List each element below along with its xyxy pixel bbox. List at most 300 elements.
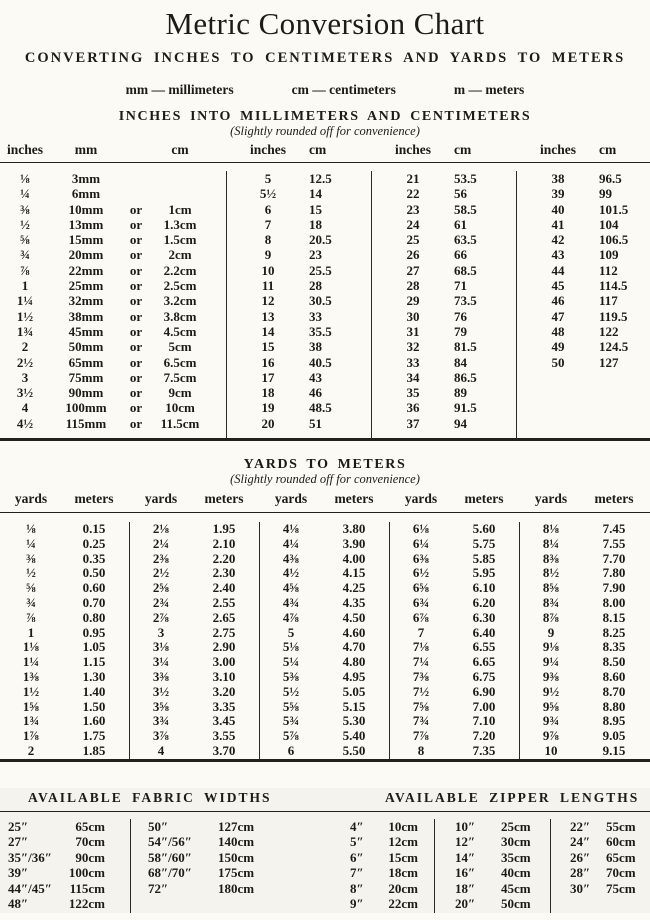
cell-meters: 5.60 <box>472 521 496 536</box>
table-row <box>0 819 130 834</box>
table-row <box>372 309 516 324</box>
cell-meters: 7.10 <box>472 713 496 729</box>
table-row <box>336 896 434 911</box>
cell-inches: ½ <box>20 216 30 232</box>
cell-meters: 6.30 <box>472 609 496 625</box>
cell-inches: 13 <box>261 308 275 324</box>
cell-yards: 3⅞ <box>152 728 170 744</box>
cell-inches: 30″ <box>570 880 591 896</box>
cell-inches: 35″/36″ <box>8 849 52 865</box>
cell-yards: 9⅞ <box>542 728 560 744</box>
cell-cm: 56 <box>454 186 467 202</box>
cell-or: or <box>129 278 143 294</box>
cell-inches: 20″ <box>455 895 476 911</box>
cell-meters: 4.15 <box>342 565 366 581</box>
cell-cm: 12.5 <box>309 171 332 186</box>
table-row <box>520 611 650 626</box>
cell-yards: 7⅜ <box>412 668 430 684</box>
inches-col-1 <box>0 171 227 438</box>
cell-meters: 5.30 <box>342 713 366 729</box>
cell-inches: 29 <box>406 293 420 309</box>
cell-cm: 109 <box>599 247 619 263</box>
cell-yards: 9 <box>547 624 555 640</box>
cell-cm: 70cm <box>75 834 105 850</box>
cell-inches: 15 <box>261 339 275 355</box>
table-row <box>390 714 519 729</box>
table-row <box>372 355 516 370</box>
yards-col-5 <box>520 522 650 759</box>
cell-cm: 38 <box>309 339 322 355</box>
cell-cm: 22cm <box>388 895 418 911</box>
table-row <box>130 744 259 759</box>
zipper-lengths-title: AVAILABLE ZIPPER LENGTHS <box>385 790 640 805</box>
cell-yards: 9⅝ <box>542 698 560 714</box>
cell-yards: 8⅛ <box>542 521 560 536</box>
cell-yards: 4¼ <box>282 535 300 551</box>
cell-meters: 2.40 <box>212 580 236 596</box>
cell-yards: 4 <box>157 742 165 758</box>
cell-cm: 63.5 <box>454 232 477 248</box>
cell-meters: 7.90 <box>602 580 626 596</box>
cell-yards: ⅜ <box>26 550 36 566</box>
table-row <box>260 552 389 567</box>
table-row <box>260 581 389 596</box>
cell-cm: 75cm <box>606 880 636 896</box>
table-row <box>372 324 516 339</box>
table-row <box>372 400 516 415</box>
cell-yards: 6⅝ <box>412 580 430 596</box>
table-row <box>551 881 650 896</box>
cell-meters: 8.80 <box>602 698 626 714</box>
table-row <box>0 552 129 567</box>
cell-yards: ⅞ <box>26 609 36 625</box>
inches-table-header <box>0 141 650 163</box>
table-row <box>227 416 371 431</box>
cell-meters: 2.30 <box>212 565 236 581</box>
cell-mm: 100mm <box>65 400 107 416</box>
inches-table <box>0 141 650 441</box>
table-row <box>130 596 259 611</box>
table-row <box>130 537 259 552</box>
cell-yards: 5⅜ <box>282 668 300 684</box>
page-title: Metric Conversion Chart <box>165 6 485 41</box>
yards-col-3 <box>260 522 390 759</box>
cell-yards: 7½ <box>412 683 430 699</box>
cell-inches: 46 <box>551 293 565 309</box>
cell-meters: 5.50 <box>342 742 366 758</box>
table-row <box>131 834 336 849</box>
col-header-meters: meters <box>74 491 114 506</box>
col-header-inches: inches <box>539 142 576 157</box>
cell-inches: 44″/45″ <box>8 880 52 896</box>
cell-cm: 1.5cm <box>163 232 197 248</box>
cell-yards: 4½ <box>282 565 300 581</box>
cell-yards: 4⅝ <box>282 580 300 596</box>
cell-inches: 7 <box>264 216 272 232</box>
cell-yards: ⅝ <box>26 580 36 596</box>
table-row <box>520 700 650 715</box>
cell-meters: 5.15 <box>342 698 366 714</box>
cell-inches: 42 <box>551 232 565 248</box>
cell-yards: 2⅜ <box>152 550 170 566</box>
cell-mm: 20mm <box>68 247 104 263</box>
cell-or: or <box>129 216 143 232</box>
cell-cm: 46 <box>309 385 322 401</box>
cell-yards: 5⅛ <box>282 639 300 655</box>
cell-cm: 79 <box>454 323 467 339</box>
cell-inches: 4½ <box>16 415 34 431</box>
table-row <box>130 566 259 581</box>
cell-cm: 1cm <box>168 201 192 217</box>
cell-inches: 50 <box>551 354 565 370</box>
cell-inches: 45 <box>551 278 565 294</box>
inches-section-note: (Slightly rounded off for convenience) <box>230 124 420 138</box>
table-row <box>372 385 516 400</box>
cell-meters: 1.95 <box>212 521 236 536</box>
cell-inches: 4 <box>21 400 29 416</box>
cell-cm: 117 <box>599 293 618 309</box>
cell-cm: 68.5 <box>454 262 477 278</box>
cell-cm: 48.5 <box>309 400 332 416</box>
table-row <box>0 714 129 729</box>
table-row <box>227 232 371 247</box>
cell-meters: 7.00 <box>472 698 496 714</box>
cell-yards: 2⅞ <box>152 609 170 625</box>
table-row <box>0 626 129 641</box>
cell-cm: 66 <box>454 247 467 263</box>
table-row <box>0 596 129 611</box>
table-row <box>260 744 389 759</box>
table-row <box>0 171 226 186</box>
table-row <box>390 566 519 581</box>
cell-yards: 5¼ <box>282 654 300 670</box>
yards-col-1 <box>0 522 130 759</box>
cell-meters: 7.55 <box>602 535 626 551</box>
table-row <box>372 339 516 354</box>
cell-cm: 76 <box>454 308 467 324</box>
yards-header-group-5 <box>520 490 650 508</box>
table-row <box>0 640 129 655</box>
cell-inches: 1 <box>21 278 29 294</box>
table-row <box>372 416 516 431</box>
cell-meters: 7.35 <box>472 742 496 758</box>
cell-or: or <box>129 323 143 339</box>
cell-yards: 7⅝ <box>412 698 430 714</box>
cell-cm: 12cm <box>388 834 418 850</box>
fabric-widths-title: AVAILABLE FABRIC WIDTHS <box>28 790 272 805</box>
cell-or: or <box>129 247 143 263</box>
cell-cm: 10cm <box>165 400 195 416</box>
cell-inches: 14 <box>261 323 275 339</box>
cell-meters: 2.75 <box>212 624 236 640</box>
table-row <box>260 729 389 744</box>
yards-section-note: (Slightly rounded off for convenience) <box>230 472 420 486</box>
cell-cm: 7.5cm <box>163 369 197 385</box>
fabric-col-2 <box>131 819 336 913</box>
table-row <box>435 881 550 896</box>
inches-header-group-4 <box>517 141 650 159</box>
table-row <box>227 339 371 354</box>
table-row <box>520 626 650 641</box>
table-row <box>260 655 389 670</box>
table-row <box>260 700 389 715</box>
cell-meters: 6.55 <box>472 639 496 655</box>
cell-yards: 8⅝ <box>542 580 560 596</box>
table-row <box>0 416 226 431</box>
cell-inches: 33 <box>406 354 420 370</box>
cell-or: or <box>129 201 143 217</box>
cell-cm: 55cm <box>606 819 636 834</box>
cell-inches: 8 <box>264 232 272 248</box>
cell-yards: 3⅝ <box>152 698 170 714</box>
cell-meters: 6.20 <box>472 594 496 610</box>
table-row <box>520 744 650 759</box>
cell-inches: 30 <box>406 308 420 324</box>
cell-cm: 175cm <box>218 865 255 881</box>
inches-col-3 <box>372 171 517 438</box>
table-row <box>0 217 226 232</box>
inches-col-2 <box>227 171 372 438</box>
cell-inches: 20 <box>261 415 275 431</box>
cell-inches: 8″ <box>350 880 364 896</box>
cell-meters: 6.40 <box>472 624 496 640</box>
cell-inches: 5½ <box>259 186 277 202</box>
cell-meters: 0.50 <box>82 565 106 581</box>
cell-cm: 18 <box>309 216 322 232</box>
table-row <box>517 355 650 370</box>
cell-mm: 6mm <box>71 186 101 202</box>
table-row <box>0 370 226 385</box>
table-row <box>435 850 550 865</box>
cell-inches: 35 <box>406 385 420 401</box>
cell-meters: 8.25 <box>602 624 626 640</box>
col-header-meters: meters <box>334 491 374 506</box>
table-row <box>520 596 650 611</box>
cell-cm: 96.5 <box>599 171 622 186</box>
cell-inches: 36 <box>406 400 420 416</box>
cell-or: or <box>129 385 143 401</box>
cell-cm: 43 <box>309 369 322 385</box>
cell-meters: 0.60 <box>82 580 106 596</box>
table-row <box>336 850 434 865</box>
table-row <box>517 247 650 262</box>
table-row <box>0 834 130 849</box>
table-row <box>435 819 550 834</box>
cell-yards: ¼ <box>26 535 36 551</box>
cell-meters: 3.35 <box>212 698 236 714</box>
cell-cm: 33 <box>309 308 322 324</box>
cell-or: or <box>129 262 143 278</box>
cell-inches: 17 <box>261 369 275 385</box>
cell-inches: 9″ <box>350 895 364 911</box>
yards-section-title: YARDS TO METERS <box>243 457 407 472</box>
cell-cm: 180cm <box>218 880 255 896</box>
cell-meters: 5.95 <box>472 565 496 581</box>
cell-cm: 70cm <box>606 865 636 881</box>
cell-meters: 8.50 <box>602 654 626 670</box>
table-row <box>372 278 516 293</box>
table-row <box>336 834 434 849</box>
cell-meters: 6.75 <box>472 668 496 684</box>
table-row <box>131 881 336 896</box>
cell-inches: 4″ <box>350 819 364 834</box>
cell-inches: 16″ <box>455 865 476 881</box>
cell-inches: 39 <box>551 186 565 202</box>
cell-yards: 9½ <box>542 683 560 699</box>
cell-yards: 1½ <box>22 683 40 699</box>
cell-cm: 99 <box>599 186 612 202</box>
table-row <box>517 263 650 278</box>
cell-meters: 2.55 <box>212 594 236 610</box>
zipper-col-2 <box>435 819 551 913</box>
table-row <box>0 202 226 217</box>
table-row <box>372 232 516 247</box>
cell-meters: 1.60 <box>82 713 106 729</box>
col-header-yards: yards <box>534 491 568 506</box>
cell-mm: 115mm <box>65 415 107 431</box>
cell-meters: 8.00 <box>602 594 626 610</box>
cell-inches: 68″/70″ <box>148 865 192 881</box>
cell-yards: 9⅜ <box>542 668 560 684</box>
cell-meters: 8.60 <box>602 668 626 684</box>
table-row <box>520 685 650 700</box>
table-row <box>0 232 226 247</box>
cell-meters: 7.70 <box>602 550 626 566</box>
table-row <box>130 611 259 626</box>
cell-yards: 7⅞ <box>412 728 430 744</box>
cell-cm: 101.5 <box>599 201 629 217</box>
cell-yards: 6⅞ <box>412 609 430 625</box>
cell-yards: 1⅛ <box>22 639 40 655</box>
table-row <box>372 202 516 217</box>
inches-section-title: INCHES INTO MILLIMETERS AND CENTIMETERS <box>118 109 532 124</box>
cell-mm: 10mm <box>68 201 104 217</box>
table-row <box>390 685 519 700</box>
cell-meters: 1.50 <box>82 698 106 714</box>
table-row <box>260 670 389 685</box>
table-row <box>390 700 519 715</box>
cell-meters: 0.95 <box>82 624 106 640</box>
cell-inches: 26 <box>406 247 420 263</box>
table-row <box>520 581 650 596</box>
cell-yards: 6¾ <box>412 594 430 610</box>
cell-cm: 124.5 <box>599 339 629 355</box>
cell-meters: 1.15 <box>82 654 106 670</box>
cell-cm: 65cm <box>606 849 636 865</box>
table-row <box>0 729 129 744</box>
cell-yards: 3¼ <box>152 654 170 670</box>
table-row <box>227 309 371 324</box>
cell-yards: 3⅛ <box>152 639 170 655</box>
cell-cm: 127 <box>599 354 619 370</box>
cell-meters: 3.00 <box>212 654 236 670</box>
cell-yards: 7 <box>417 624 425 640</box>
cell-inches: 37 <box>406 415 420 431</box>
bottom-headings <box>0 788 650 812</box>
table-row <box>260 596 389 611</box>
col-header-meters: meters <box>594 491 634 506</box>
cell-cm: 89 <box>454 385 467 401</box>
cell-inches: 34 <box>406 369 420 385</box>
cell-inches: ⅝ <box>20 232 30 248</box>
cell-yards: 1⅜ <box>22 668 40 684</box>
table-row <box>227 370 371 385</box>
table-row <box>227 171 371 186</box>
cell-inches: 24″ <box>570 834 591 850</box>
table-row <box>260 611 389 626</box>
cell-yards: 2 <box>27 742 35 758</box>
inches-header-group-2 <box>227 141 372 159</box>
cell-meters: 3.70 <box>212 742 236 758</box>
table-row <box>130 729 259 744</box>
cell-meters: 8.95 <box>602 713 626 729</box>
table-row <box>0 537 129 552</box>
inches-table-body <box>0 163 650 441</box>
cell-or: or <box>129 293 143 309</box>
table-row <box>520 655 650 670</box>
cell-inches: 18 <box>261 385 275 401</box>
table-row <box>130 552 259 567</box>
cell-yards: ¾ <box>26 594 36 610</box>
table-row <box>390 729 519 744</box>
cell-yards: 2¾ <box>152 594 170 610</box>
table-row <box>227 355 371 370</box>
cell-or: or <box>129 232 143 248</box>
table-row <box>0 670 129 685</box>
cell-yards: 6⅛ <box>412 521 430 536</box>
cell-yards: 7¾ <box>412 713 430 729</box>
page-subtitle: CONVERTING INCHES TO CENTIMETERS AND YARDS TO METERS <box>24 50 626 66</box>
cell-cm: 15cm <box>388 849 418 865</box>
cell-cm: 25.5 <box>309 262 332 278</box>
cell-yards: 2⅛ <box>152 521 170 536</box>
table-row <box>372 217 516 232</box>
cell-yards: 6 <box>287 742 295 758</box>
cell-cm: 90cm <box>75 849 105 865</box>
cell-meters: 5.05 <box>342 683 366 699</box>
cell-or: or <box>129 415 143 431</box>
col-header-yards: yards <box>14 491 48 506</box>
cell-inches: ⅜ <box>20 201 30 217</box>
cell-inches: 48″ <box>8 895 29 911</box>
cell-yards: 8½ <box>542 565 560 581</box>
table-row <box>517 171 650 186</box>
cell-inches: ⅞ <box>20 262 30 278</box>
cell-inches: ¾ <box>20 247 30 263</box>
cell-yards: 8 <box>417 742 425 758</box>
cell-yards: 10 <box>544 742 558 758</box>
table-row <box>435 865 550 880</box>
cell-inches: 27 <box>406 262 420 278</box>
cell-yards: 1¾ <box>22 713 40 729</box>
table-row <box>520 552 650 567</box>
table-row <box>372 171 516 186</box>
cell-inches: 12 <box>261 293 275 309</box>
cell-cm: 50cm <box>501 895 531 911</box>
cell-cm: 6.5cm <box>163 354 197 370</box>
cell-yards: 6½ <box>412 565 430 581</box>
cell-yards: 6⅜ <box>412 550 430 566</box>
table-row <box>260 714 389 729</box>
cell-meters: 0.70 <box>82 594 106 610</box>
table-row <box>390 581 519 596</box>
cell-cm <box>150 186 210 201</box>
cell-inches: 24 <box>406 216 420 232</box>
table-row <box>517 309 650 324</box>
table-row <box>517 293 650 308</box>
table-row <box>0 522 129 537</box>
table-row <box>130 685 259 700</box>
